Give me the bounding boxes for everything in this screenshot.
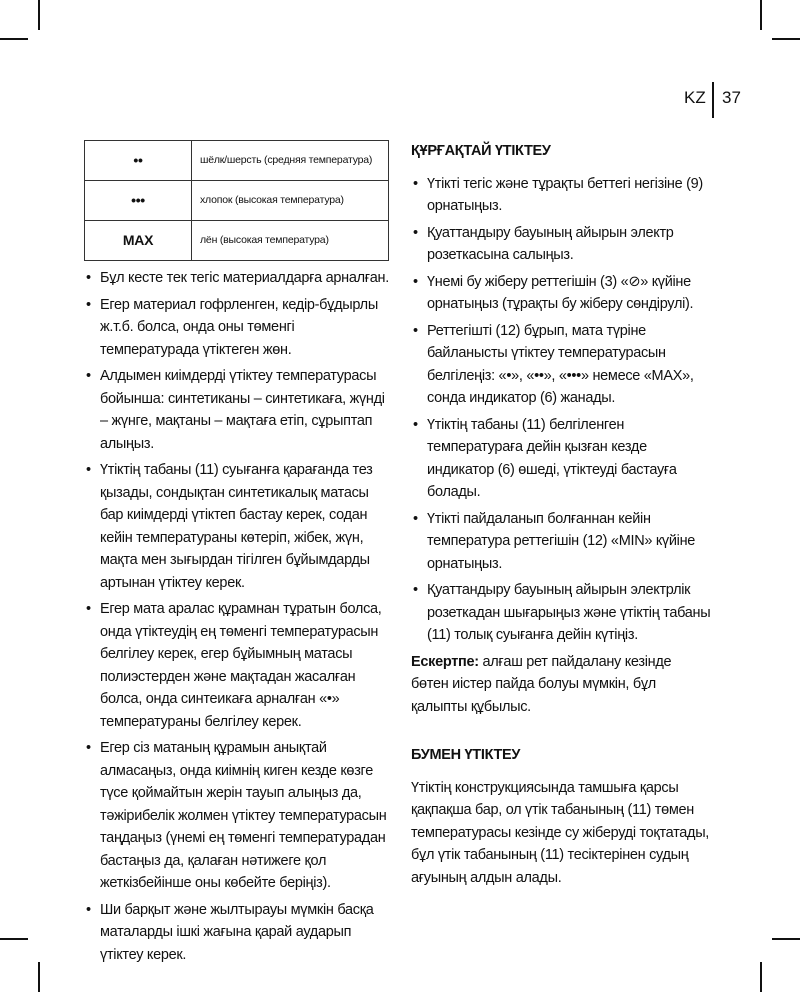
crop-mark <box>38 0 40 30</box>
table-row <box>85 141 389 181</box>
table-row <box>85 181 389 221</box>
list-item: • Ши барқыт және жылтырауы мүмкін басқа маталарды ішкі жағына қарай аударып үтіктеу керек. <box>84 899 390 967</box>
crop-mark <box>772 38 800 40</box>
temp-symbol: MAX <box>85 221 192 261</box>
list-item: • Егер материал гофрленген, кедір-бұдырлы ж.т.б. болса, онда оны төменгі температурада үтіктеген жөн. <box>84 294 390 362</box>
note-text: алғаш рет пайдалану кезінде бөтен иістер пайда болуы мүмкін, бұл қалыпты құбылыс. <box>411 653 672 715</box>
list-item: • Реттегішті (12) бұрып, мата түріне байланысты үтіктеу температурасын белгілеңіз: «•», «••», «•••» немесе «MAX», сонда индикатор (6) жанады. <box>411 320 711 410</box>
crop-mark <box>760 962 762 992</box>
steam-ironing-heading: БУМЕН ҮТІКТЕУ <box>411 747 521 763</box>
temp-description: хлопок (высокая температура) <box>192 181 389 221</box>
ironing-tips-list <box>84 267 390 966</box>
list-item: • Үтіктің табаны (11) суығанға қарағанда тез қызады, сондықтан синтетикалық матасы бар киімдерді үтіктеп бастау керек, содан кейін температураны көтеріп, жібек, жүн, мақта мен зығырдан тігілген бұйымдарды артынан үтіктеу керек. <box>84 459 390 594</box>
temp-description: шёлк/шерсть (средняя температура) <box>192 141 389 181</box>
list-item: • Алдымен киімдерді үтіктеу температурасы бойынша: синтетиканы – синтетикаға, жүнді – жүнге, мақтаны – мақтаға етіп, сұрыптап алыңыз. <box>84 365 390 455</box>
note-label: Ескертпе: <box>411 653 479 670</box>
list-item: • Үтікті пайдаланып болғаннан кейін температура реттегішін (12) «MIN» күйіне орнатыңыз. <box>411 508 711 576</box>
header-divider <box>712 82 714 118</box>
list-item: • Үтіктің табаны (11) белгіленген температураға дейін қызған кезде индикатор (6) өшеді, үтіктеуді бастауға болады. <box>411 414 711 504</box>
list-item: • Үнемі бу жіберу реттегішін (3) «⊘» күйіне орнатыңыз (тұрақты бу жіберу сөндірулі). <box>411 271 711 316</box>
list-item: • Егер сіз матаның құрамын анықтай алмасаңыз, онда киімнің киген кезде көзге түсе қоймайтын жерін тауып алыңыз да, тәжірибелік жолмен үтіктеу температурасын таңдаңыз (үнемі ең төменгі температурадан бастаңыз да, қалаған нәтижеге қол жеткізбейінше оны көбейте беріңіз). <box>84 737 390 895</box>
page-number: 37 <box>722 88 741 107</box>
temp-symbol: •• <box>85 141 192 181</box>
temp-symbol: ••• <box>85 181 192 221</box>
list-item: • Үтікті тегіс және тұрақты беттегі негізіне (9) орнатыңыз. <box>411 173 711 218</box>
dry-ironing-steps <box>411 173 711 647</box>
crop-mark <box>38 962 40 992</box>
list-item: • Егер мата аралас құрамнан тұратын болса, онда үтіктеудің ең төменгі температурасын белгілеу керек, егер бұйымның матасы полиэстерден және мақтадан жасалған болса, онда синтеикаға арналған «•» температураны белгілеу керек. <box>84 598 390 733</box>
crop-mark <box>0 938 28 940</box>
left-column <box>84 140 390 970</box>
temperature-table <box>84 140 389 261</box>
dry-ironing-heading: ҚҰРҒАҚТАЙ ҮТІКТЕУ <box>411 143 551 159</box>
list-item: • Қуаттандыру бауының айырын электр розеткасына салыңыз. <box>411 222 711 267</box>
steam-ironing-paragraph: Үтіктің конструкциясында тамшыға қарсы қақпақша бар, ол үтік табанының (11) төмен температурасы кезінде су жіберуді тоқтатады, бұл үтік табанының (11) тесіктерінен судың ағуының алдын алады. <box>411 779 710 886</box>
language-code: KZ <box>684 88 706 107</box>
crop-mark <box>0 38 28 40</box>
temp-description: лён (высокая температура) <box>192 221 389 261</box>
table-row <box>85 221 389 261</box>
list-item: • Бұл кесте тек тегіс материалдарға арналған. <box>84 267 390 290</box>
crop-mark <box>760 0 762 30</box>
crop-mark <box>772 938 800 940</box>
note <box>411 651 711 719</box>
right-column <box>411 140 711 889</box>
list-item: • Қуаттандыру бауының айырын электрлік розеткадан шығарыңыз және үтіктің табаны (11) толық суығанға дейін күтіңіз. <box>411 579 711 647</box>
